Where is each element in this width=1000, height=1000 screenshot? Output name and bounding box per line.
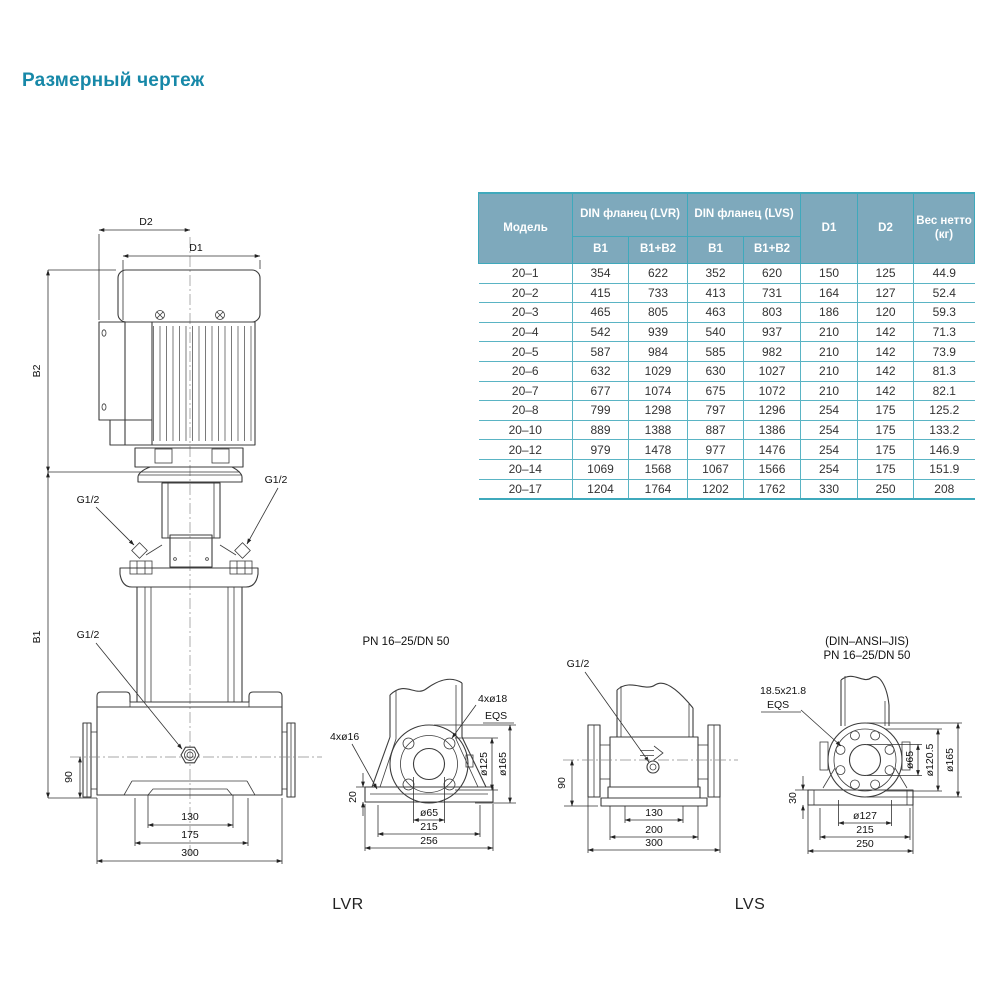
table-cell: 1296 — [744, 401, 801, 421]
table-row — [479, 283, 975, 303]
table-cell: 542 — [573, 322, 629, 342]
table-cell: 354 — [573, 264, 629, 284]
table-cell: 1386 — [744, 420, 801, 440]
svg-text:G1/2: G1/2 — [76, 494, 100, 506]
svg-text:18.5x21.8: 18.5x21.8 — [760, 685, 807, 697]
table-cell: 1072 — [744, 381, 801, 401]
drain-plug — [647, 761, 659, 773]
table-cell: 1764 — [629, 479, 688, 499]
table-cell: 175 — [858, 401, 914, 421]
svg-text:90: 90 — [63, 771, 75, 783]
table-cell: 587 — [573, 342, 629, 362]
table-cell: 352 — [688, 264, 744, 284]
table-cell: 210 — [801, 381, 858, 401]
table-cell: 125 — [858, 264, 914, 284]
col-lvr-b1b2: B1+B2 — [629, 237, 688, 264]
side-port-right — [220, 543, 252, 574]
svg-text:300: 300 — [645, 837, 663, 849]
table-row — [479, 361, 975, 381]
table-row — [479, 401, 975, 421]
table-cell: 1074 — [629, 381, 688, 401]
table-cell: 210 — [801, 322, 858, 342]
table-head — [479, 193, 975, 264]
table-cell: 1067 — [688, 459, 744, 479]
table-cell: 175 — [858, 440, 914, 460]
table-cell: 81.3 — [914, 361, 975, 381]
col-d2: D2 — [858, 193, 914, 264]
label-g12-left — [77, 494, 134, 545]
table-cell: 208 — [914, 479, 975, 499]
table-cell: 1027 — [744, 361, 801, 381]
table-cell: 59.3 — [914, 303, 975, 323]
table-cell: 254 — [801, 440, 858, 460]
table-cell: 71.3 — [914, 322, 975, 342]
table-cell: 20–3 — [479, 303, 573, 323]
table-cell: 675 — [688, 381, 744, 401]
lvr-label-holes-top — [452, 693, 514, 738]
svg-text:EQS: EQS — [767, 699, 790, 711]
table-cell: 1204 — [573, 479, 629, 499]
table-cell: 1298 — [629, 401, 688, 421]
table-cell: 413 — [688, 283, 744, 303]
table-cell: 120 — [858, 303, 914, 323]
table-cell: 142 — [858, 381, 914, 401]
svg-text:200: 200 — [645, 824, 663, 836]
lvs-flange-face — [828, 723, 902, 797]
table-cell: 632 — [573, 361, 629, 381]
table-cell: 20–1 — [479, 264, 573, 284]
lvr-detail-title: PN 16–25/DN 50 — [362, 636, 450, 648]
svg-text:D1: D1 — [189, 242, 203, 254]
table-cell: 20–2 — [479, 283, 573, 303]
lvs-side-dim-90 — [556, 760, 598, 806]
dim-d2 — [99, 216, 190, 320]
table-cell: 142 — [858, 322, 914, 342]
lvs-dim-30 — [787, 776, 813, 819]
flow-arrow-icon — [640, 746, 663, 760]
table-cell: 799 — [573, 401, 629, 421]
table-cell: 330 — [801, 479, 858, 499]
table-row — [479, 440, 975, 460]
svg-text:ø127: ø127 — [853, 810, 877, 822]
table-cell: 52.4 — [914, 283, 975, 303]
svg-text:ø65: ø65 — [419, 807, 439, 819]
table-cell: 805 — [629, 303, 688, 323]
table-cell: 887 — [688, 420, 744, 440]
svg-text:ø65: ø65 — [904, 750, 916, 770]
motor-fan-cover — [118, 270, 260, 322]
svg-text:4xø16: 4xø16 — [330, 731, 360, 743]
lvr-dim-20 — [347, 773, 374, 816]
lvr-dim-d125 — [455, 738, 498, 790]
table-cell: 1568 — [629, 459, 688, 479]
lvs-flange-body — [808, 676, 913, 805]
dims-bottom — [97, 795, 282, 864]
pump-head — [120, 483, 258, 702]
col-weight: Вес нетто (кг) — [914, 193, 975, 264]
table-cell: 1762 — [744, 479, 801, 499]
caption-lvr: LVR — [332, 896, 364, 913]
svg-text:G1/2: G1/2 — [566, 658, 590, 670]
table-cell: 1029 — [629, 361, 688, 381]
table-cell: 150 — [801, 264, 858, 284]
lvr-bracket — [365, 679, 493, 802]
table-cell: 73.9 — [914, 342, 975, 362]
svg-text:B2: B2 — [31, 364, 43, 378]
table-cell: 20–14 — [479, 459, 573, 479]
svg-text:175: 175 — [181, 829, 199, 841]
table-cell: 151.9 — [914, 459, 975, 479]
table-row — [479, 322, 975, 342]
table-cell: 465 — [573, 303, 629, 323]
table-row — [479, 342, 975, 362]
svg-text:300: 300 — [181, 847, 199, 859]
caption-lvs: LVS — [734, 896, 766, 913]
table-cell: 463 — [688, 303, 744, 323]
table-cell: 127 — [858, 283, 914, 303]
col-lvr-b1: B1 — [573, 237, 629, 264]
table-cell: 44.9 — [914, 264, 975, 284]
svg-text:90: 90 — [556, 777, 568, 789]
table-row — [479, 459, 975, 479]
table-row — [479, 264, 975, 284]
table-cell: 125.2 — [914, 401, 975, 421]
table-cell: 186 — [801, 303, 858, 323]
table-cell: 1476 — [744, 440, 801, 460]
table-cell: 142 — [858, 342, 914, 362]
table-cell: 20–6 — [479, 361, 573, 381]
table-row — [479, 479, 975, 499]
table-cell: 585 — [688, 342, 744, 362]
svg-text:D2: D2 — [139, 216, 153, 228]
svg-text:G1/2: G1/2 — [76, 629, 100, 641]
table-cell: 250 — [858, 479, 914, 499]
table-cell: 254 — [801, 459, 858, 479]
table-cell: 210 — [801, 342, 858, 362]
table-cell: 20–12 — [479, 440, 573, 460]
svg-text:ø125: ø125 — [478, 752, 490, 776]
table-cell: 415 — [573, 283, 629, 303]
table-row — [479, 303, 975, 323]
pump-base — [70, 692, 322, 797]
table-cell: 889 — [573, 420, 629, 440]
table-cell: 982 — [744, 342, 801, 362]
screw-icon — [216, 311, 225, 320]
svg-text:ø165: ø165 — [944, 748, 956, 772]
table-cell: 1069 — [573, 459, 629, 479]
lvs-side-drawing — [550, 630, 745, 865]
table-cell: 630 — [688, 361, 744, 381]
table-cell: 1478 — [629, 440, 688, 460]
table-cell: 1566 — [744, 459, 801, 479]
table-cell: 937 — [744, 322, 801, 342]
lvs-side-dims-bottom — [588, 797, 720, 853]
table-cell: 677 — [573, 381, 629, 401]
page-title: Размерный чертеж — [22, 70, 205, 91]
col-lvs-b1: B1 — [688, 237, 744, 264]
svg-text:ø120.5: ø120.5 — [924, 743, 936, 777]
lvr-label-holes-foot — [330, 731, 377, 789]
dimension-table — [478, 192, 975, 500]
col-group-lvs: DIN фланец (LVS) — [688, 193, 801, 237]
lvr-dims-bottom — [365, 777, 493, 851]
lvs-detail-title-1: (DIN–ANSI–JIS) — [825, 636, 909, 648]
table-cell: 797 — [688, 401, 744, 421]
table-cell: 731 — [744, 283, 801, 303]
svg-text:B1: B1 — [31, 630, 43, 644]
table-cell: 146.9 — [914, 440, 975, 460]
table-cell: 20–4 — [479, 322, 573, 342]
svg-text:4xø18: 4xø18 — [478, 693, 508, 705]
label-g12-right — [247, 474, 288, 544]
lvs-side-body — [563, 683, 738, 806]
table-cell: 20–8 — [479, 401, 573, 421]
table-cell: 977 — [688, 440, 744, 460]
side-port-left — [130, 543, 162, 574]
table-cell: 939 — [629, 322, 688, 342]
table-cell: 1202 — [688, 479, 744, 499]
col-d1: D1 — [801, 193, 858, 264]
svg-text:ø165: ø165 — [497, 752, 509, 776]
table-cell: 20–5 — [479, 342, 573, 362]
table-cell: 622 — [629, 264, 688, 284]
svg-text:250: 250 — [856, 838, 874, 850]
svg-text:30: 30 — [787, 792, 799, 804]
table-cell: 164 — [801, 283, 858, 303]
table-cell: 82.1 — [914, 381, 975, 401]
col-group-lvr: DIN фланец (LVR) — [573, 193, 688, 237]
table-cell: 803 — [744, 303, 801, 323]
dim-b2 — [31, 270, 240, 472]
dim-90 — [63, 757, 80, 798]
svg-text:130: 130 — [645, 807, 663, 819]
spec-table — [478, 192, 975, 500]
table-cell: 254 — [801, 420, 858, 440]
main-pump-drawing — [20, 195, 335, 885]
table-cell: 733 — [629, 283, 688, 303]
svg-text:215: 215 — [420, 821, 438, 833]
label-g12-drain — [77, 629, 182, 749]
table-cell: 210 — [801, 361, 858, 381]
lvs-label-slot — [760, 685, 841, 746]
svg-text:256: 256 — [420, 835, 438, 847]
lvr-flange-face — [390, 725, 468, 803]
table-body — [479, 264, 975, 500]
lvs-flange-drawing — [755, 618, 990, 870]
col-lvs-b1b2: B1+B2 — [744, 237, 801, 264]
lvr-flange-drawing — [330, 625, 545, 870]
table-cell: 20–7 — [479, 381, 573, 401]
lvs-side-label-g12 — [567, 658, 649, 762]
lvs-dim-d65 — [867, 745, 922, 776]
motor-adapter — [135, 448, 243, 482]
table-cell: 620 — [744, 264, 801, 284]
table-cell: 979 — [573, 440, 629, 460]
table-row — [479, 420, 975, 440]
screw-icon — [156, 311, 165, 320]
svg-text:130: 130 — [181, 811, 199, 823]
svg-text:EQS: EQS — [485, 710, 508, 722]
table-cell: 20–10 — [479, 420, 573, 440]
table-cell: 540 — [688, 322, 744, 342]
svg-text:G1/2: G1/2 — [264, 474, 288, 486]
lvs-dims-bottom — [808, 800, 913, 854]
table-cell: 133.2 — [914, 420, 975, 440]
svg-text:20: 20 — [347, 791, 359, 803]
svg-text:215: 215 — [856, 824, 874, 836]
table-row — [479, 381, 975, 401]
lvs-detail-title-2: PN 16–25/DN 50 — [823, 650, 911, 662]
dim-d1 — [123, 242, 260, 320]
table-cell: 20–17 — [479, 479, 573, 499]
table-cell: 254 — [801, 401, 858, 421]
col-model: Модель — [479, 193, 573, 264]
table-cell: 142 — [858, 361, 914, 381]
table-cell: 175 — [858, 420, 914, 440]
table-cell: 175 — [858, 459, 914, 479]
table-cell: 1388 — [629, 420, 688, 440]
table-cell: 984 — [629, 342, 688, 362]
